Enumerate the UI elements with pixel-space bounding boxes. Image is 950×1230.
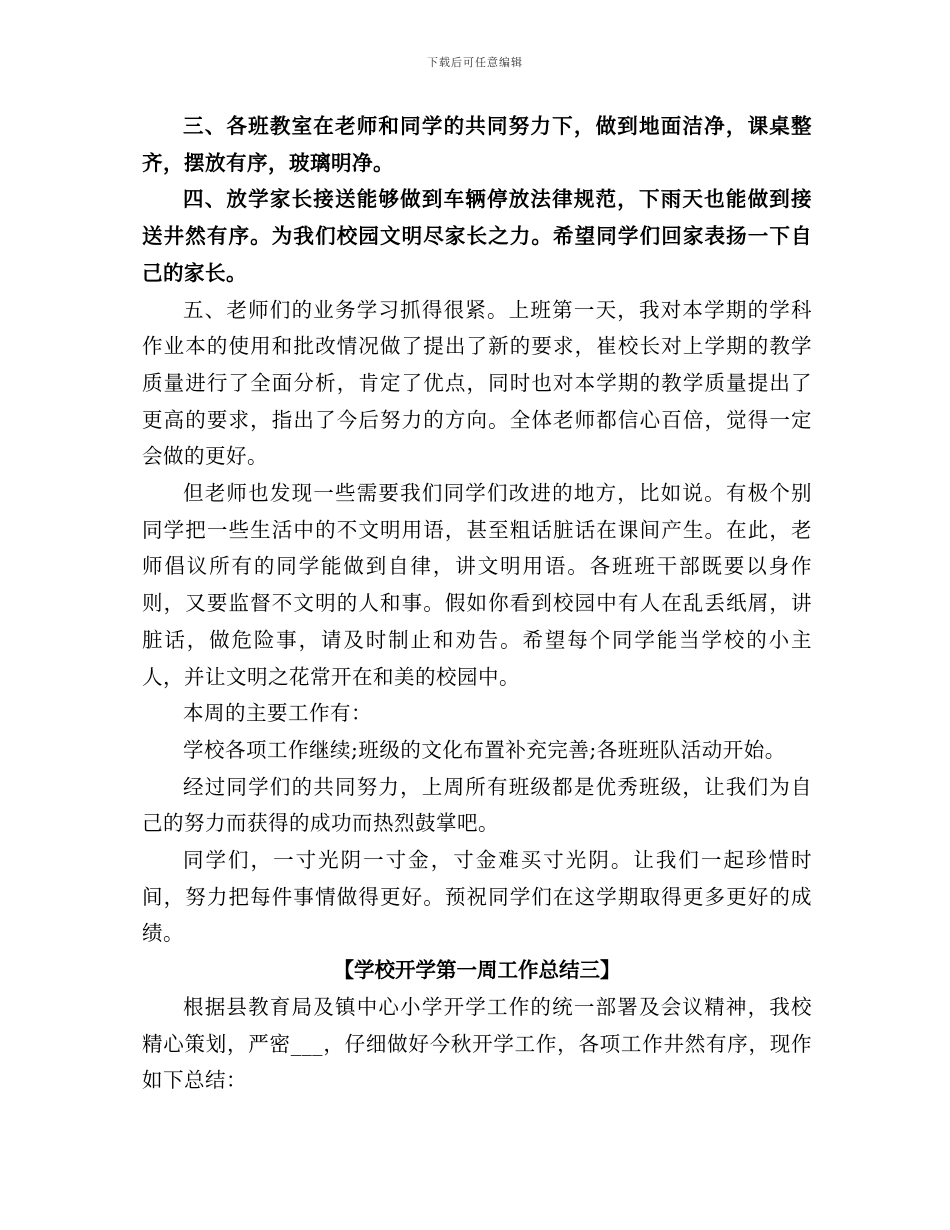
paragraph-summary-intro: 根据县教育局及镇中心小学开学工作的统一部署及会议精神，我校精心策划，严密___，仔细做好今秋开学工作，各项工作井然有序，现作如下总结： [142, 994, 812, 1093]
page-header-note: 下载后可任意编辑 [427, 56, 523, 69]
paragraph-parent-pickup: 四、放学家长接送能够做到车辆停放法律规范，下雨天也能做到接送井然有序。为我们校园文明尽家长之力。希望同学们回家表扬一下自己的家长。 [142, 187, 812, 285]
paragraph-weekly-work-items: 学校各项工作继续;班级的文化布置补充完善;各班班队活动开始。 [183, 737, 786, 762]
section-title: 【学校开学第一周工作总结三】 [333, 958, 621, 983]
document-body [142, 108, 812, 1099]
paragraph-improvements: 但老师也发现一些需要我们同学们改进的地方，比如说。有极个别同学把一些生活中的不文明用语，甚至粗话脏话在课间产生。在此，老师倡议所有的同学能做到自律，讲文明用语。各班班干部既要以身作则，又要监督不文明的人和事。假如你看到校园中有人在乱丢纸屑，讲脏话，做危险事，请及时制止和劝告。希望每个同学能当学校的小主人，并让文明之花常开在和美的校园中。 [142, 481, 812, 689]
paragraph-excellent-classes: 经过同学们的共同努力，上周所有班级都是优秀班级，让我们为自己的努力而获得的成功而热烈鼓掌吧。 [142, 774, 812, 836]
paragraph-teacher-study: 五、老师们的业务学习抓得很紧。上班第一天，我对本学期的学科作业本的使用和批改情况做了提出了新的要求，崔校长对上学期的教学质量进行了全面分析，肯定了优点，同时也对本学期的教学质量提出了更高的要求，指出了今后努力的方向。全体老师都信心百倍，觉得一定会做的更好。 [142, 297, 812, 469]
paragraph-classroom-clean: 三、各班教室在老师和同学的共同努力下，做到地面洁净，课桌整齐，摆放有序，玻璃明净。 [142, 114, 812, 175]
paragraph-weekly-work-intro: 本周的主要工作有： [183, 701, 372, 726]
paragraph-cherish-time: 同学们，一寸光阴一寸金，寸金难买寸光阴。让我们一起珍惜时间，努力把每件事情做得更好。预祝同学们在这学期取得更多更好的成绩。 [142, 848, 812, 946]
